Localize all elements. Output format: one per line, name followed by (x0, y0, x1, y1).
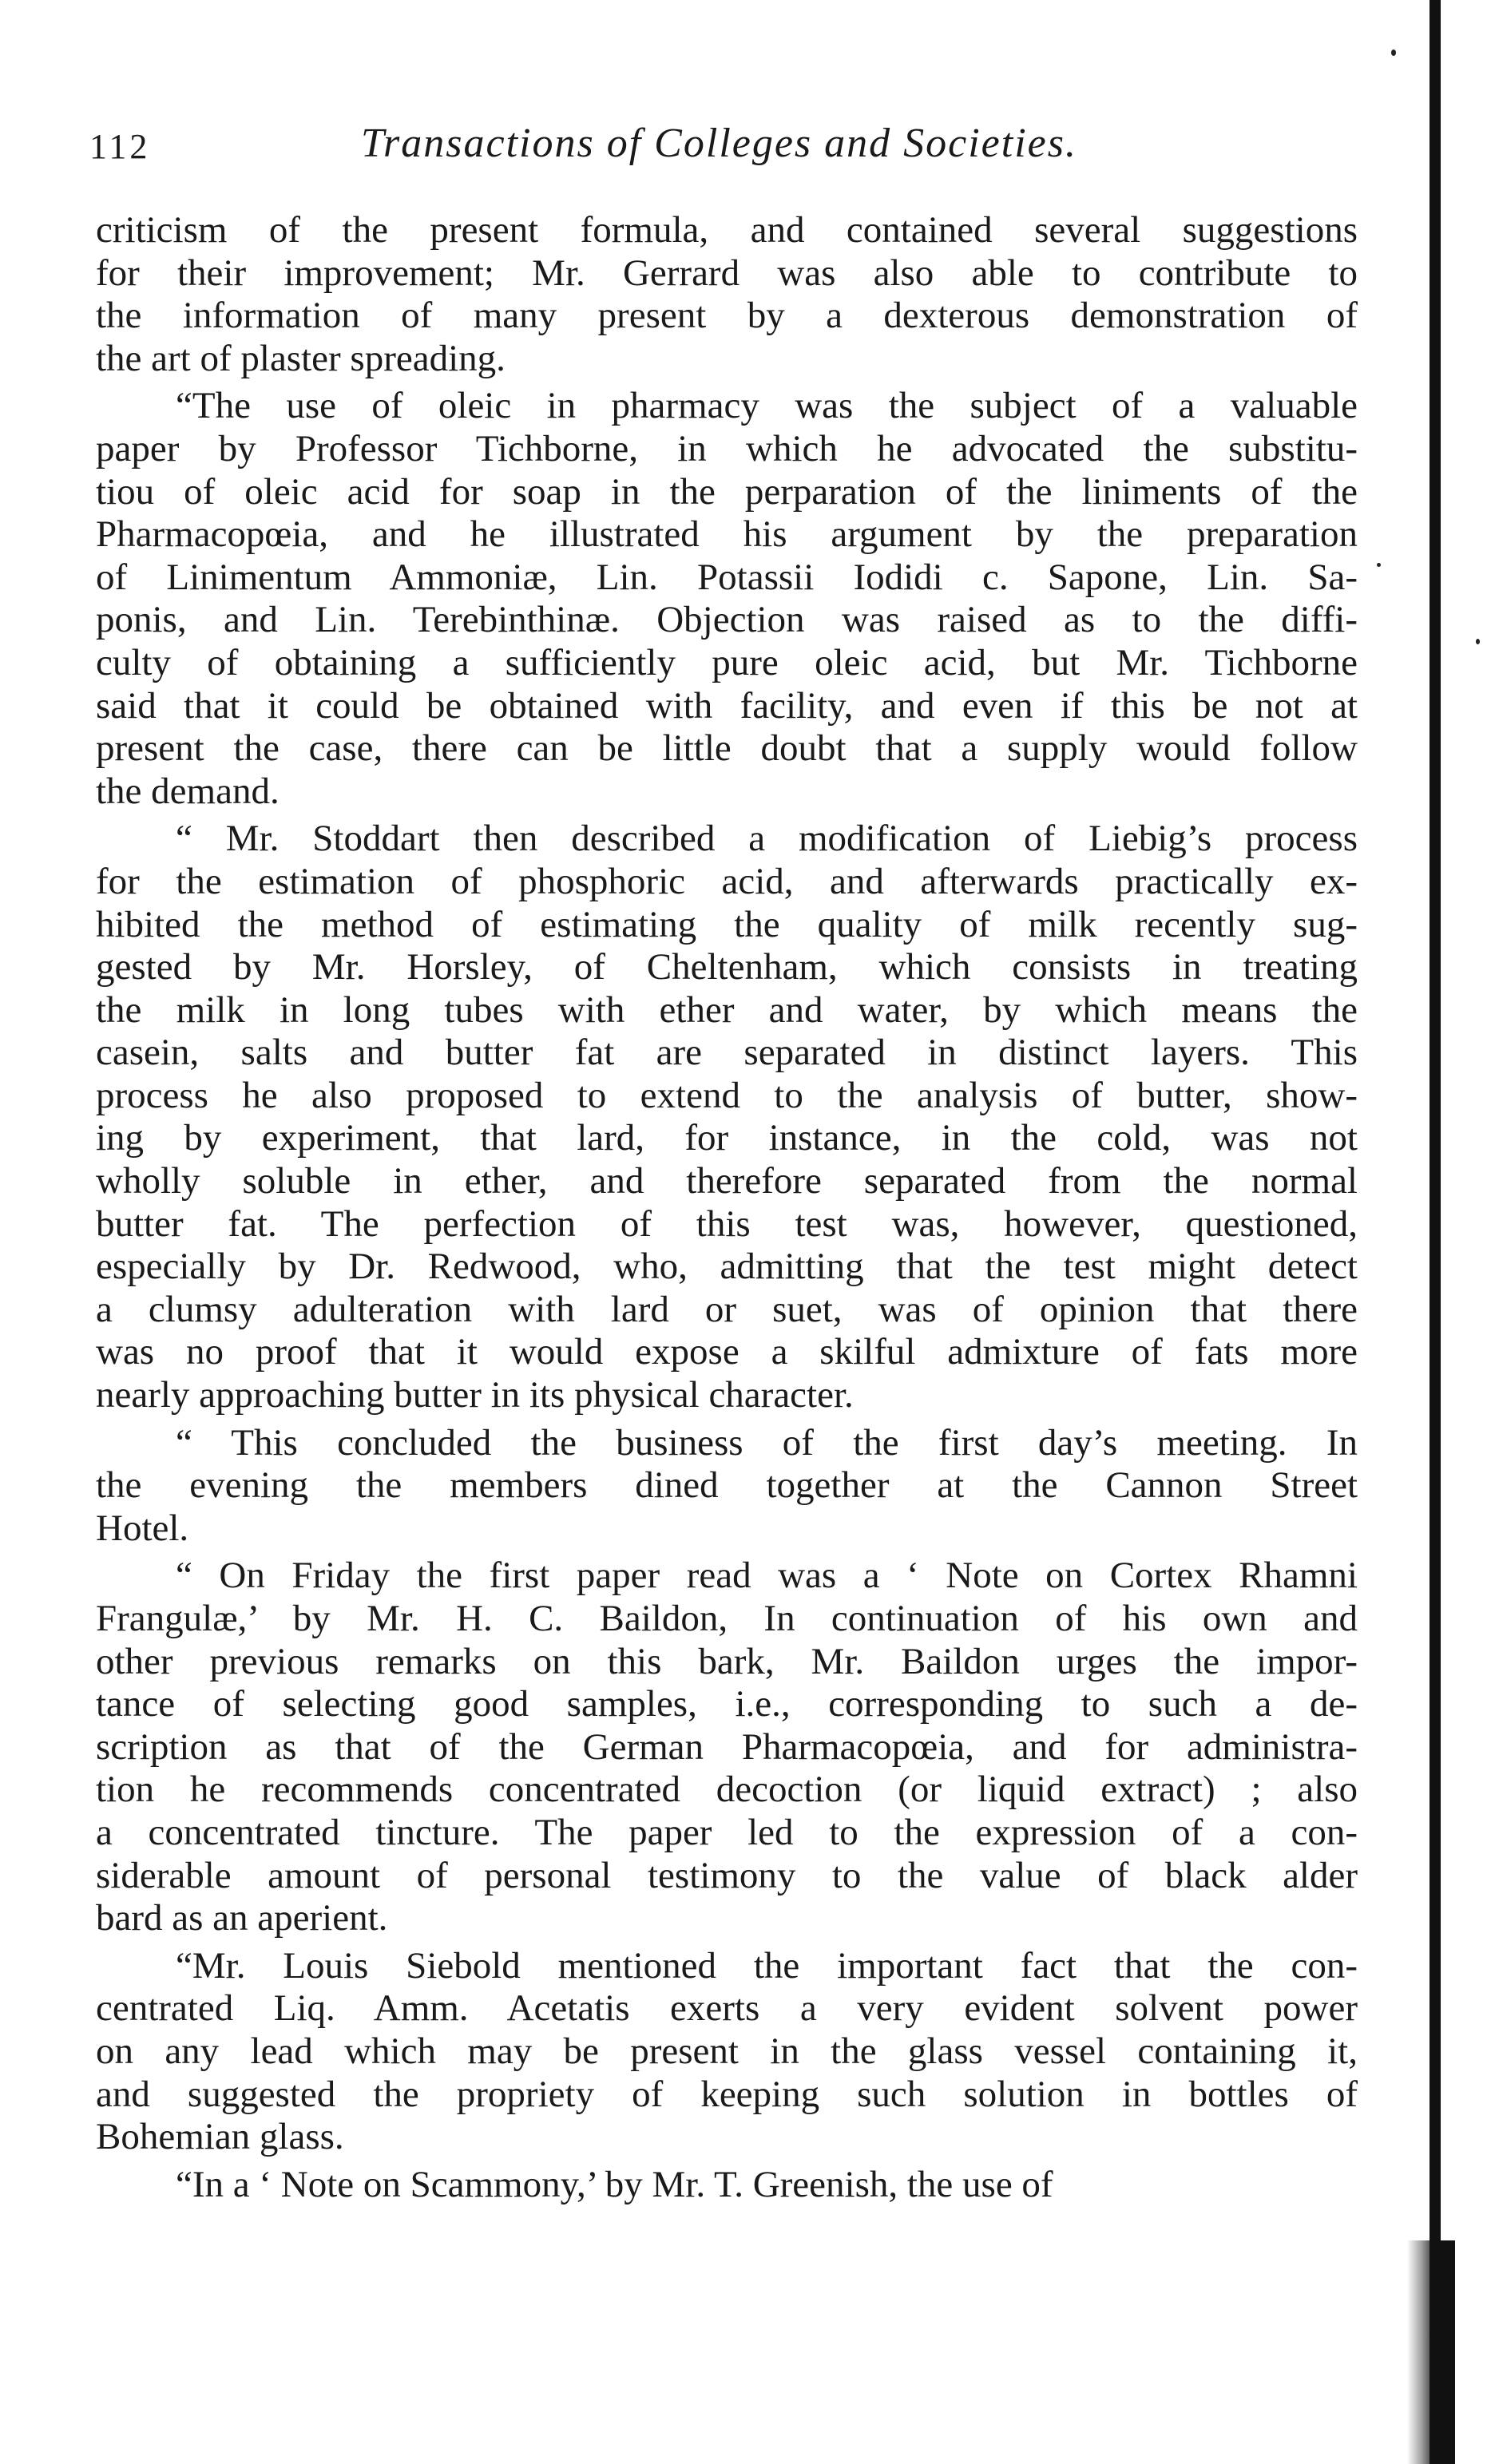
running-title: Transactions of Colleges and Societies. (361, 121, 1077, 166)
page-number: 112 (89, 127, 151, 166)
binding-edge (1430, 0, 1441, 2464)
text-line: present the case, there can be little doubt that a supply would follow (96, 727, 1358, 770)
text-line: “ Mr. Stoddart then described a modification of Liebig’s process (176, 818, 1358, 860)
text-line: paper by Professor Tichborne, in which he advocated the substitu- (96, 427, 1358, 469)
paragraph (96, 2164, 1358, 2207)
text-line: “ This concluded the business of the first day’s meeting. In (176, 1421, 1358, 1464)
text-line: especially by Dr. Redwood, who, admitting that the test might detect (96, 1246, 1358, 1288)
text-line: wholly soluble in ether, and therefore separated from the normal (96, 1160, 1358, 1202)
text-line: ponis, and Lin. Terebinthinæ. Objection was raised as to the diffi- (96, 599, 1358, 641)
text-line: “In a ‘ Note on Scammony,’ by Mr. T. Greenish, the use of (176, 2163, 1053, 2205)
text-line: butter fat. The perfection of this test was, however, questioned, (96, 1202, 1358, 1245)
paragraph (96, 818, 1358, 1416)
article-body (96, 209, 1358, 2211)
text-line: the milk in long tubes with ether and water, by which means the (96, 988, 1358, 1031)
text-line: the demand. (96, 770, 280, 812)
text-line: ing by experiment, that lard, for instance, in the cold, was not (96, 1117, 1358, 1159)
text-line: Hotel. (96, 1507, 189, 1549)
text-line: Pharmacopœia, and he illustrated his argument by the preparation (96, 513, 1358, 556)
text-line: centrated Liq. Amm. Acetatis exerts a very evident solvent power (96, 1987, 1358, 2030)
text-line: a clumsy adulteration with lard or suet, was of opinion that there (96, 1288, 1358, 1330)
scan-speck (1377, 563, 1381, 567)
text-line: other previous remarks on this bark, Mr. Baildon urges the impor- (96, 1640, 1358, 1682)
text-line: Bohemian glass. (96, 2116, 344, 2158)
text-line: criticism of the present formula, and contained several suggestions (96, 209, 1358, 251)
text-line: nearly approaching butter in its physical character. (96, 1374, 854, 1416)
text-line: tiou of oleic acid for soap in the perparation of the liniments of the (96, 470, 1358, 513)
text-line: bard as an aperient. (96, 1897, 388, 1939)
text-line: tance of selecting good samples, i.e., corresponding to such a de- (96, 1683, 1358, 1725)
text-line: “Mr. Louis Siebold mentioned the important fact that the con- (176, 1944, 1358, 1987)
binding-edge-shadow (1407, 2240, 1455, 2464)
scan-speck (1476, 639, 1480, 644)
text-line: of Linimentum Ammoniæ, Lin. Potassii Iodidi c. Sapone, Lin. Sa- (96, 556, 1358, 598)
paragraph (96, 385, 1358, 813)
text-line: a concentrated tincture. The paper led to the expression of a con- (96, 1811, 1358, 1853)
text-line: “ On Friday the first paper read was a ‘ Note on Cortex Rhamni (176, 1555, 1358, 1597)
text-line: scription as that of the German Pharmacopœia, and for administra- (96, 1725, 1358, 1768)
paragraph (96, 1945, 1358, 2159)
text-line: siderable amount of personal testimony to the value of black alder (96, 1854, 1358, 1896)
running-header (89, 120, 1152, 184)
text-line: on any lead which may be present in the glass vessel containing it, (96, 2030, 1358, 2072)
text-line: casein, salts and butter fat are separated in distinct layers. This (96, 1032, 1358, 1074)
paragraph (96, 1422, 1358, 1551)
text-line: the art of plaster spreading. (96, 337, 506, 379)
scan-speck (1391, 50, 1396, 56)
text-line: gested by Mr. Horsley, of Cheltenham, which consists in treating (96, 946, 1358, 988)
text-line: tion he recommends concentrated decoction (or liquid extract) ; also (96, 1769, 1358, 1811)
text-line: was no proof that it would expose a skilful admixture of fats more (96, 1331, 1358, 1373)
text-line: and suggested the propriety of keeping such solution in bottles of (96, 2073, 1358, 2115)
paragraph (96, 209, 1358, 380)
paragraph (96, 1555, 1358, 1939)
text-line: process he also proposed to extend to the analysis of butter, show- (96, 1074, 1358, 1116)
text-line: the information of many present by a dexterous demonstration of (96, 295, 1358, 337)
text-line: said that it could be obtained with facility, and even if this be not at (96, 684, 1358, 727)
text-line: culty of obtaining a sufficiently pure oleic acid, but Mr. Tichborne (96, 641, 1358, 683)
text-line: hibited the method of estimating the quality of milk recently sug- (96, 903, 1358, 945)
text-line: “The use of oleic in pharmacy was the subject of a valuable (176, 385, 1358, 427)
text-line: the evening the members dined together at the Cannon Street (96, 1464, 1358, 1507)
text-line: for the estimation of phosphoric acid, and afterwards practically ex- (96, 860, 1358, 902)
text-line: for their improvement; Mr. Gerrard was also able to contribute to (96, 252, 1358, 294)
text-line: Frangulæ,’ by Mr. H. C. Baildon, In continuation of his own and (96, 1598, 1358, 1639)
